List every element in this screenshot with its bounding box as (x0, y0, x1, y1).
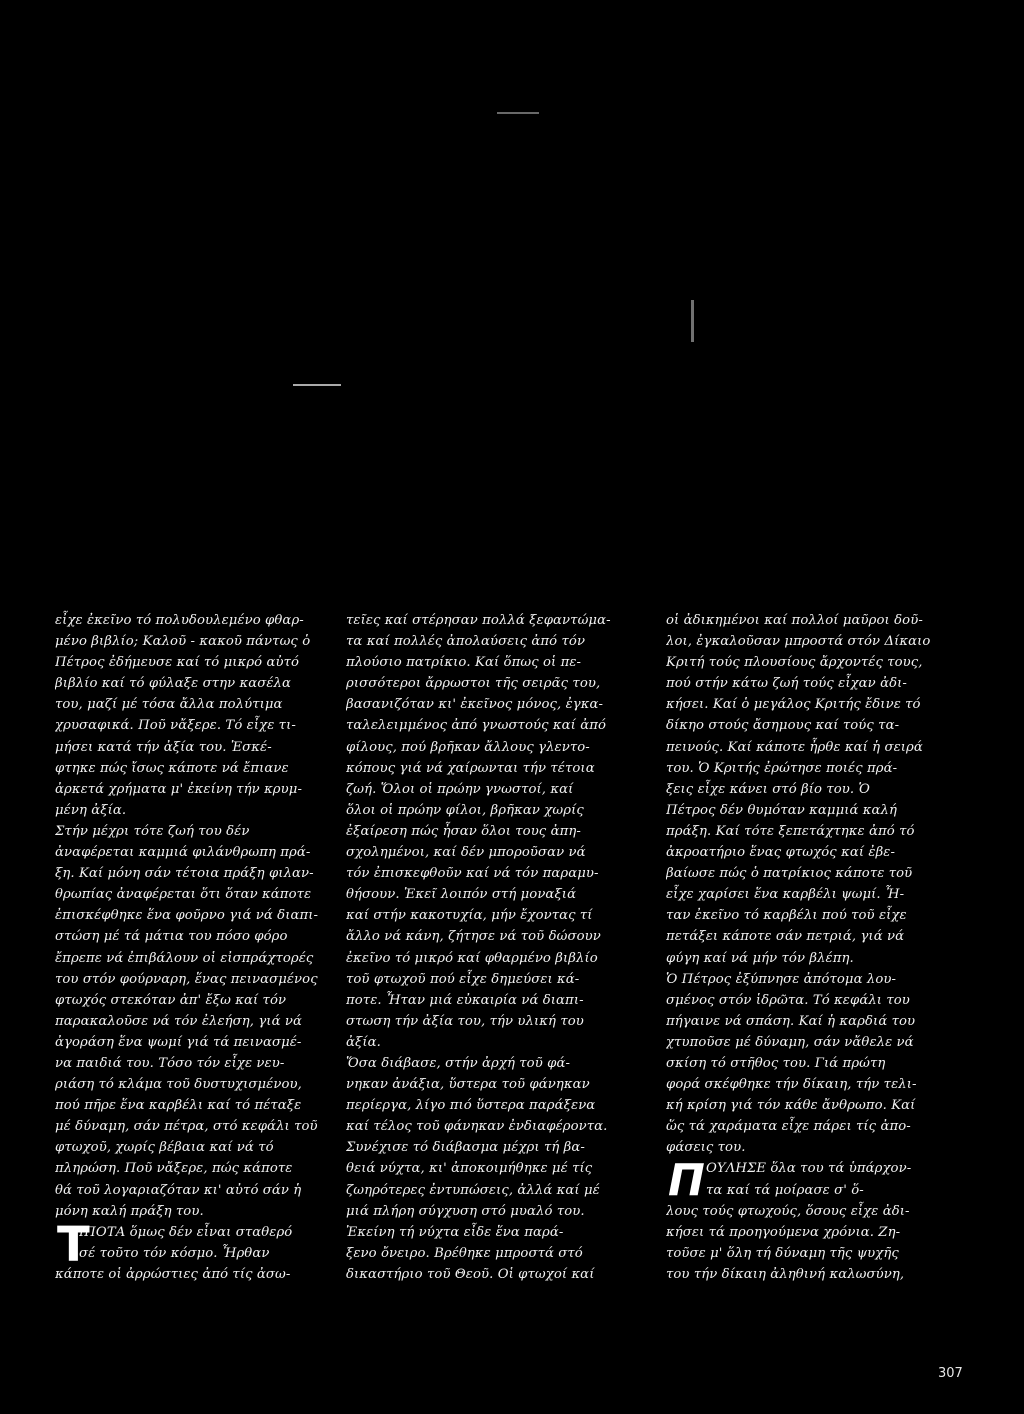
column-3-tail (666, 1201, 966, 1285)
text-line: ριάση τό κλάμα τοῦ δυστυχισμένου, (55, 1077, 302, 1093)
text-line: πληρώση. Ποῦ νἄξερε, πώς κάποτε (55, 1161, 293, 1177)
dropcap-line: σέ τοῦτο τόν κόσμο. Ἦρθαν (79, 1245, 270, 1261)
text-line: Κριτή τούς πλουσίους ἄρχοντές τους, (666, 655, 923, 671)
text-line: ὥς τά χαράματα εἶχε πάρει τίς ἀπο- (666, 1119, 911, 1135)
text-line: Πέτρος ἐδήμευσε καί τό μικρό αὐτό (55, 655, 300, 671)
text-line: φτωχοῦ, χωρίς βέβαια καί νά τό (55, 1140, 274, 1156)
text-line: νηκαν ἀνάξια, ὕστερα τοῦ φάνηκαν (346, 1077, 590, 1093)
text-line: πεινούς. Καί κάποτε ἦρθε καί ἡ σειρά (666, 739, 923, 755)
dropcap-letter: Π (668, 1155, 701, 1207)
text-line: Ὁ Πέτρος ἐξύπνησε ἀπότομα λου- (666, 971, 897, 987)
text-column-2 (346, 610, 651, 1285)
text-line: λοι, ἐγκαλοῦσαν μπροστά στόν Δίκαιο (666, 634, 931, 650)
text-line: ὅλοι οἱ πρώην φίλοι, βρῆκαν χωρίς (346, 802, 584, 818)
text-line: θειά νύχτα, κι' ἀποκοιμήθηκε μέ τίς (346, 1161, 593, 1177)
text-line: μέ δύναμη, σάν πέτρα, στό κεφάλι τοῦ (55, 1119, 318, 1135)
text-line: τοῦ φτωχοῦ πού εἶχε δημεύσει κά- (346, 971, 580, 987)
text-line: πράξη. Καί τότε ξεπετάχτηκε ἀπό τό (666, 823, 915, 839)
page-number: 307 (938, 1366, 963, 1381)
text-line: ἀναφέρεται καμμιά φιλάνθρωπη πρά- (55, 845, 311, 861)
text-line: θά τοῦ λογαριαζόταν κι' αὐτό σάν ἡ (55, 1182, 302, 1198)
text-line: καί τέλος τοῦ φάνηκαν ἐνδιαφέροντα. (346, 1119, 608, 1135)
section-dropcap-paragraph (666, 1155, 966, 1207)
text-line: πλούσιο πατρίκιο. Καί ὅπως οἱ πε- (346, 655, 582, 671)
text-line: του στόν φούρναρη, ἕνας πεινασμένος (55, 971, 318, 987)
text-line: τόν ἐπισκεφθοῦν καί νά τόν παραμυ- (346, 866, 599, 882)
text-line: πήγαινε νά σπάση. Καί ἡ καρδιά του (666, 1013, 916, 1029)
text-line: Συνέχισε τό διάβασμα μέχρι τή βα- (346, 1140, 585, 1156)
text-line: παρακαλοῦσε νά τόν ἐλεήση, γιά νά (55, 1013, 302, 1029)
text-line: ζωή. Ὅλοι οἱ πρώην γνωστοί, καί (346, 781, 574, 797)
column-2-body (346, 610, 651, 1285)
text-line: ἄλλο νά κάνη, ζήτησε νά τοῦ δώσουν (346, 929, 601, 945)
dropcap-line: ΙΠΟΤΑ ὅμως δέν εἶναι σταθερό (79, 1224, 293, 1240)
column-1-body (55, 610, 355, 1222)
text-line: φτωχός στεκόταν ἀπ' ἔξω καί τόν (55, 992, 287, 1008)
text-line: Στήν μέχρι τότε ζωή του δέν (55, 823, 250, 839)
text-line: κή κρίση γιά τόν κάθε ἄνθρωπο. Καί (666, 1098, 916, 1114)
dropcap-line: ΟΥΛΗΣΕ ὅλα του τά ὑπάρχον- (706, 1161, 912, 1177)
text-line: ἔπρεπε νά ἐπιβάλουν οἱ εἰσπράχτορές (55, 950, 314, 966)
text-line: μήσει κατά τήν ἀξία του. Ἐσκέ- (55, 739, 272, 755)
text-line: στώση μέ τά μάτια του πόσο φόρο (55, 929, 288, 945)
text-line: ἐξαίρεση πώς ἦσαν ὅλοι τους ἀπη- (346, 823, 581, 839)
text-line: μιά πλήρη σύγχυση στό μυαλό του. (346, 1203, 585, 1219)
text-line: χτυποῦσε μέ δύναμη, σάν νἄθελε νά (666, 1034, 914, 1050)
text-line: κόπους γιά νά χαίρωνται τήν τέτοια (346, 760, 595, 776)
text-line: Ἐκείνη τή νύχτα εἶδε ἕνα παρά- (346, 1224, 564, 1240)
text-line: θήσουν. Ἐκεῖ λοιπόν στή μοναξιά (346, 887, 577, 903)
text-line: τοῦσε μ' ὅλη τή δύναμη τῆς ψυχῆς (666, 1245, 899, 1261)
text-line: ξεις εἶχε κάνει στό βίο του. Ὁ (666, 781, 870, 797)
scan-rule-mark (293, 384, 341, 386)
text-line: σμένος στόν ἱδρῶτα. Τό κεφάλι του (666, 992, 910, 1008)
text-line: τα καί πολλές ἀπολαύσεις ἀπό τόν (346, 634, 586, 650)
text-line: φορά σκέφθηκε τήν δίκαιη, τήν τελι- (666, 1077, 917, 1093)
text-line: εἶχε ἐκεῖνο τό πολυδουλεμένο φθαρ- (55, 613, 304, 628)
text-line: θρωπίας ἀναφέρεται ὅτι ὅταν κάποτε (55, 887, 312, 903)
text-line: λους τούς φτωχούς, ὅσους εἶχε ἀδι- (666, 1203, 910, 1219)
text-line: εἶχε χαρίσει ἕνα καρβέλι ψωμί. Ἦ- (666, 887, 905, 903)
text-line: μένη ἀξία. (55, 802, 127, 818)
text-line: Ὅσα διάβασε, στήν ἀρχή τοῦ φά- (346, 1055, 571, 1071)
text-line: στωση τήν ἀξία του, τήν υλική του (346, 1013, 584, 1029)
text-line: ξενο ὄνειρο. Βρέθηκε μπροστά στό (346, 1245, 583, 1261)
text-line: πού στήν κάτω ζωή τούς εἶχαν ἀδι- (666, 676, 907, 692)
text-line: οἱ ἀδικημένοι καί πολλοί μαῦροι δοῦ- (666, 613, 923, 628)
text-line: ζωηρότερες ἐντυπώσεις, ἀλλά καί μέ (346, 1182, 600, 1198)
text-column-1 (55, 610, 355, 1285)
scan-speck-top (497, 112, 539, 114)
text-line: ρισσότεροι ἄρρωστοι τῆς σειρᾶς του, (346, 676, 601, 692)
text-line: ἀκροατήριο ἕνας φτωχός καί ἐβε- (666, 845, 896, 861)
text-line: μένο βιβλίο; Καλοῦ - κακοῦ πάντως ὁ (55, 634, 311, 650)
column-1-tail (55, 1264, 355, 1285)
dropcap-letter: Τ (57, 1216, 90, 1273)
text-line: πετάξει κάποτε σάν πετριά, γιά νά (666, 929, 905, 945)
text-line: ξη. Καί μόνη σάν τέτοια πράξη φιλαν- (55, 866, 314, 882)
text-line: του τήν δίκαιη ἀληθινή καλωσύνη, (666, 1266, 905, 1282)
text-line: τεῖες καί στέρησαν πολλά ξεφαντώμα- (346, 613, 611, 628)
text-line: να παιδιά του. Τόσο τόν εἶχε νευ- (55, 1055, 285, 1071)
text-line: ἀρκετά χρήματα μ' ἐκείνη τήν κρυμ- (55, 781, 303, 797)
text-line: του. Ὁ Κριτής ἐρώτησε ποιές πρά- (666, 760, 898, 776)
text-line: σκίση τό στῆθος του. Γιά πρώτη (666, 1055, 886, 1071)
text-line: ἀγοράση ἕνα ψωμί γιά τά πεινασμέ- (55, 1034, 302, 1050)
scan-speck-right (691, 300, 694, 342)
text-line: πού πῆρε ἕνα καρβέλι καί τό πέταξε (55, 1098, 302, 1114)
text-line: δίκηο στούς ἄσημους καί τούς τα- (666, 718, 900, 734)
text-line: σχολημένοι, καί δέν μποροῦσαν νά (346, 845, 586, 861)
text-line: ἀξία. (346, 1034, 381, 1050)
dropcap-line: τα καί τά μοίρασε σ' ὅ- (706, 1182, 864, 1198)
text-line: καί στήν κακοτυχία, μήν ἔχοντας τί (346, 908, 593, 924)
text-line: περίεργα, λίγο πιό ὕστερα παράξενα (346, 1098, 596, 1114)
text-column-3 (666, 610, 966, 1285)
text-line: φίλους, πού βρῆκαν ἄλλους γλεντο- (346, 739, 590, 755)
text-line: του, μαζί μέ τόσα ἄλλα πολύτιμα (55, 697, 283, 713)
text-line: μόνη καλή πράξη του. (55, 1203, 204, 1219)
column-3-body (666, 610, 966, 1158)
text-line: κάποτε οἱ ἀρρώστιες ἀπό τίς ἀσω- (55, 1266, 291, 1282)
text-line: βιβλίο καί τό φύλαξε στην κασέλα (55, 676, 291, 692)
text-line: βαίωσε πώς ὁ πατρίκιος κάποτε τοῦ (666, 866, 913, 882)
text-line: Πέτρος δέν θυμόταν καμμιά καλή (666, 802, 898, 818)
text-line: δικαστήριο τοῦ Θεοῦ. Οἱ φτωχοί καί (346, 1266, 595, 1282)
text-line: ἐπισκέφθηκε ἕνα φοῦρνο γιά νά διαπι- (55, 908, 319, 924)
text-line: βασανιζόταν κι' ἐκεῖνος μόνος, ἐγκα- (346, 697, 604, 713)
text-line: κήσει τά προηγούμενα χρόνια. Ζη- (666, 1224, 901, 1240)
text-line: κήσει. Καί ὁ μεγάλος Κριτής ἔδινε τό (666, 697, 921, 713)
text-line: ταν ἐκεῖνο τό καρβέλι πού τοῦ εἶχε (666, 908, 907, 924)
text-line: ἐκεῖνο τό μικρό καί φθαρμένο βιβλίο (346, 950, 598, 966)
text-line: φύγη καί νά μήν τόν βλέπη. (666, 950, 854, 966)
text-line: ποτε. Ἦταν μιά εὐκαιρία νά διαπι- (346, 992, 584, 1008)
section-dropcap-paragraph (55, 1216, 355, 1273)
text-line: χρυσαφικά. Ποῦ νἄξερε. Τό εἶχε τι- (55, 718, 296, 734)
text-line: φτηκε πώς ἴσως κάποτε νά ἔπιανε (55, 760, 289, 776)
text-line: ταλελειμμένος ἀπό γνωστούς καί ἀπό (346, 718, 607, 734)
text-line: φάσεις του. (666, 1140, 746, 1156)
